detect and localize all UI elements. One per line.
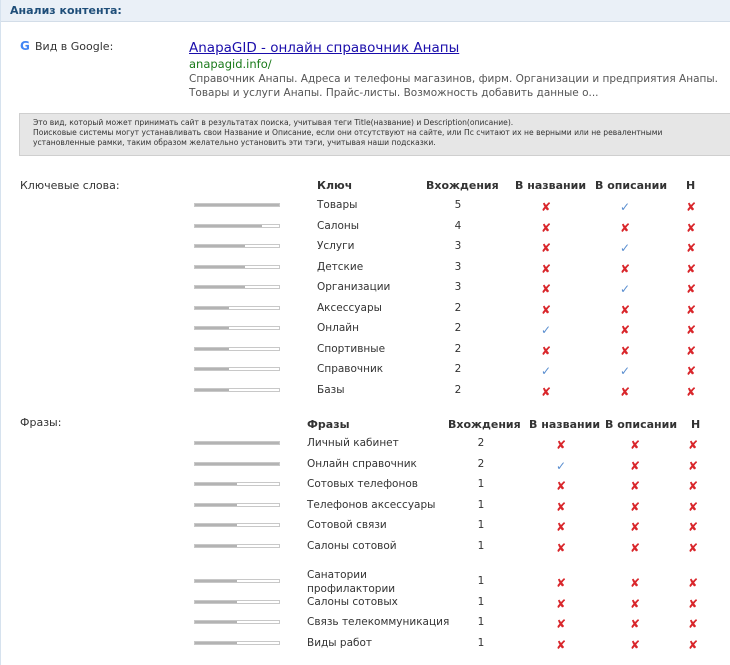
google-snippet-description [189, 72, 719, 100]
google-preview-label [20, 39, 113, 53]
col-header-key: Фразы [307, 418, 350, 431]
row-keyword: Салоны сотовых [307, 595, 398, 608]
check-icon: ✓ [619, 241, 631, 255]
frequency-bar-fill [195, 245, 245, 247]
cross-icon: ✘ [629, 576, 641, 590]
cross-icon: ✘ [540, 261, 552, 276]
cross-icon: ✘ [555, 576, 567, 590]
cross-icon: ✘ [687, 499, 699, 514]
phrases-label: Фразы: [20, 416, 62, 429]
cross-icon: ✘ [619, 384, 631, 399]
row-keyword: Сотовой связи [307, 519, 387, 531]
cross-icon: ✘ [685, 220, 697, 235]
cross-icon: ✘ [685, 200, 697, 214]
frequency-bar [194, 244, 280, 248]
cross-icon: ✘ [629, 479, 641, 493]
frequency-bar [194, 503, 280, 507]
cross-icon: ✘ [619, 302, 631, 317]
cross-icon: ✘ [629, 596, 641, 611]
row-count: 1 [477, 575, 485, 587]
row-count: 1 [477, 595, 485, 608]
cross-icon: ✘ [619, 261, 631, 276]
cross-icon: ✘ [540, 384, 552, 399]
check-icon: ✓ [540, 364, 552, 378]
row-count: 2 [454, 301, 462, 314]
cross-icon: ✘ [687, 637, 699, 652]
row-keyword: Телефонов аксессуары [307, 498, 436, 511]
cross-icon: ✘ [540, 302, 552, 317]
row-keyword: Салоны [317, 219, 360, 232]
frequency-bar [194, 641, 280, 645]
frequency-bar [194, 579, 280, 583]
row-keyword: Базы [317, 383, 345, 396]
row-keyword: Детские [317, 260, 364, 273]
google-snippet-url: anapagid.info/ [189, 57, 272, 71]
frequency-bar-fill [195, 621, 237, 623]
row-count: 2 [454, 322, 462, 334]
google-snippet-title[interactable]: AnapaGID - онлайн справочник Анапы [189, 40, 460, 56]
cross-icon: ✘ [555, 540, 567, 555]
cross-icon: ✘ [619, 323, 631, 337]
cross-icon: ✘ [629, 637, 641, 652]
col-header-count: Вхождения [426, 179, 499, 192]
frequency-bar [194, 285, 280, 289]
frequency-bar-fill [195, 307, 229, 309]
cross-icon: ✘ [619, 220, 631, 235]
cross-icon: ✘ [687, 479, 699, 493]
row-count: 1 [477, 519, 485, 531]
cross-icon: ✘ [685, 384, 697, 399]
frequency-bar [194, 265, 280, 269]
cross-icon: ✘ [687, 596, 699, 611]
row-keyword: Личный кабинет [307, 437, 399, 449]
frequency-bar [194, 388, 280, 392]
row-keyword: Товары [317, 199, 358, 211]
check-icon: ✓ [619, 282, 631, 296]
frequency-bar-fill [195, 327, 229, 329]
cross-icon: ✘ [687, 540, 699, 555]
cross-icon: ✘ [555, 479, 567, 493]
cross-icon: ✘ [555, 596, 567, 611]
col-header-h: H [691, 418, 701, 431]
row-count: 3 [454, 260, 462, 273]
frequency-bar-fill [195, 348, 229, 350]
frequency-bar-fill [195, 524, 237, 526]
row-keyword: Санатории профилактории [307, 569, 396, 595]
row-keyword: Виды работ [307, 636, 373, 649]
frequency-bar-fill [195, 580, 237, 582]
col-header-in-description: В описании [595, 179, 668, 192]
cross-icon: ✘ [540, 220, 552, 235]
col-header-in-title: В названии [529, 418, 601, 431]
info-note-line: установленные рамки, таким образом желательно установить эти тэги, учитывая наши подсказки. [33, 138, 436, 147]
frequency-bar [194, 203, 280, 207]
row-count: 1 [477, 498, 485, 511]
cross-icon: ✘ [687, 438, 699, 452]
row-keyword: Аксессуары [317, 301, 382, 314]
col-header-count: Вхождения [448, 418, 521, 431]
cross-icon: ✘ [555, 499, 567, 514]
row-keyword: Онлайн справочник [307, 457, 417, 470]
row-count: 1 [477, 636, 485, 649]
cross-icon: ✘ [685, 323, 697, 337]
cross-icon: ✘ [685, 282, 697, 296]
frequency-bar-fill [195, 389, 229, 391]
row-count: 2 [477, 437, 485, 449]
frequency-bar [194, 482, 280, 486]
google-icon: G [20, 39, 30, 53]
google-preview-label-text: Вид в Google: [35, 40, 114, 53]
frequency-bar [194, 367, 280, 371]
col-header-in-title: В названии [515, 179, 587, 192]
frequency-bar [194, 620, 280, 624]
frequency-bar [194, 462, 280, 466]
cross-icon: ✘ [687, 617, 699, 631]
col-header-key: Ключ [317, 179, 353, 192]
row-keyword: Организации [317, 281, 391, 293]
info-note-line: Это вид, который может принимать сайт в результатах поиска, учитывая теги Title(название) и Description(описание). [33, 118, 514, 127]
cross-icon: ✘ [629, 540, 641, 555]
cross-icon: ✘ [540, 343, 552, 358]
info-note [19, 113, 730, 156]
cross-icon: ✘ [687, 458, 699, 473]
row-keyword: Онлайн [317, 322, 359, 334]
row-keyword: Сотовых телефонов [307, 478, 418, 490]
row-count: 1 [477, 616, 485, 628]
cross-icon: ✘ [629, 520, 641, 534]
row-keyword: Спортивные [317, 342, 386, 355]
info-note-line: Поисковые системы могут устанавливать свои Название и Описание, если они отсутствуют на сайте, или Пс считают их не верными или не ревалентными [33, 128, 663, 137]
cross-icon: ✘ [687, 576, 699, 590]
check-icon: ✓ [619, 200, 631, 214]
frequency-bar-fill [195, 463, 279, 465]
row-count: 4 [454, 219, 462, 232]
cross-icon: ✘ [685, 241, 697, 255]
cross-icon: ✘ [555, 617, 567, 631]
cross-icon: ✘ [685, 364, 697, 378]
frequency-bar-fill [195, 642, 237, 644]
row-keyword: Справочник [317, 363, 384, 375]
row-count: 5 [454, 199, 462, 211]
cross-icon: ✘ [685, 302, 697, 317]
frequency-bar-fill [195, 483, 237, 485]
cross-icon: ✘ [629, 617, 641, 631]
row-count: 2 [454, 342, 462, 355]
frequency-bar [194, 441, 280, 445]
frequency-bar [194, 347, 280, 351]
check-icon: ✓ [619, 364, 631, 378]
cross-icon: ✘ [687, 520, 699, 534]
row-count: 2 [477, 457, 485, 470]
frequency-bar-fill [195, 442, 279, 444]
row-keyword: Услуги [317, 240, 355, 252]
col-header-h: H [686, 179, 696, 192]
frequency-bar [194, 523, 280, 527]
cross-icon: ✘ [685, 261, 697, 276]
row-count: 3 [454, 281, 462, 293]
google-snippet-desc-line: Справочник Анапы. Адреса и телефоны магазинов, фирм. Организации и предприятия Анапы. [189, 73, 719, 85]
frequency-bar-fill [195, 601, 237, 603]
row-keyword: Связь телекоммуникация [307, 616, 450, 628]
frequency-bar-fill [195, 545, 237, 547]
row-count: 2 [454, 363, 462, 375]
col-header-in-description: В описании [605, 418, 678, 431]
row-keyword: Салоны сотовой [307, 539, 397, 552]
frequency-bar [194, 224, 280, 228]
google-snippet-desc-line: Товары и услуги Анапы. Прайс-листы. Возможность добавить данные о... [189, 87, 599, 99]
cross-icon: ✘ [555, 520, 567, 534]
frequency-bar-fill [195, 204, 279, 206]
row-count: 1 [477, 478, 485, 490]
frequency-bar-fill [195, 368, 229, 370]
cross-icon: ✘ [555, 637, 567, 652]
frequency-bar [194, 306, 280, 310]
cross-icon: ✘ [629, 438, 641, 452]
cross-icon: ✘ [619, 343, 631, 358]
cross-icon: ✘ [685, 343, 697, 358]
row-count: 2 [454, 383, 462, 396]
check-icon: ✓ [555, 458, 567, 473]
row-count: 1 [477, 539, 485, 552]
frequency-bar [194, 600, 280, 604]
frequency-bar [194, 326, 280, 330]
row-count: 3 [454, 240, 462, 252]
frequency-bar-fill [195, 504, 237, 506]
frequency-bar [194, 544, 280, 548]
cross-icon: ✘ [629, 499, 641, 514]
cross-icon: ✘ [540, 200, 552, 214]
cross-icon: ✘ [540, 282, 552, 296]
keywords-label: Ключевые слова: [20, 179, 120, 192]
cross-icon: ✘ [629, 458, 641, 473]
section-title: Анализ контента: [1, 0, 730, 22]
frequency-bar-fill [195, 266, 245, 268]
frequency-bar-fill [195, 225, 262, 227]
check-icon: ✓ [540, 323, 552, 337]
cross-icon: ✘ [555, 438, 567, 452]
cross-icon: ✘ [540, 241, 552, 255]
frequency-bar-fill [195, 286, 245, 288]
